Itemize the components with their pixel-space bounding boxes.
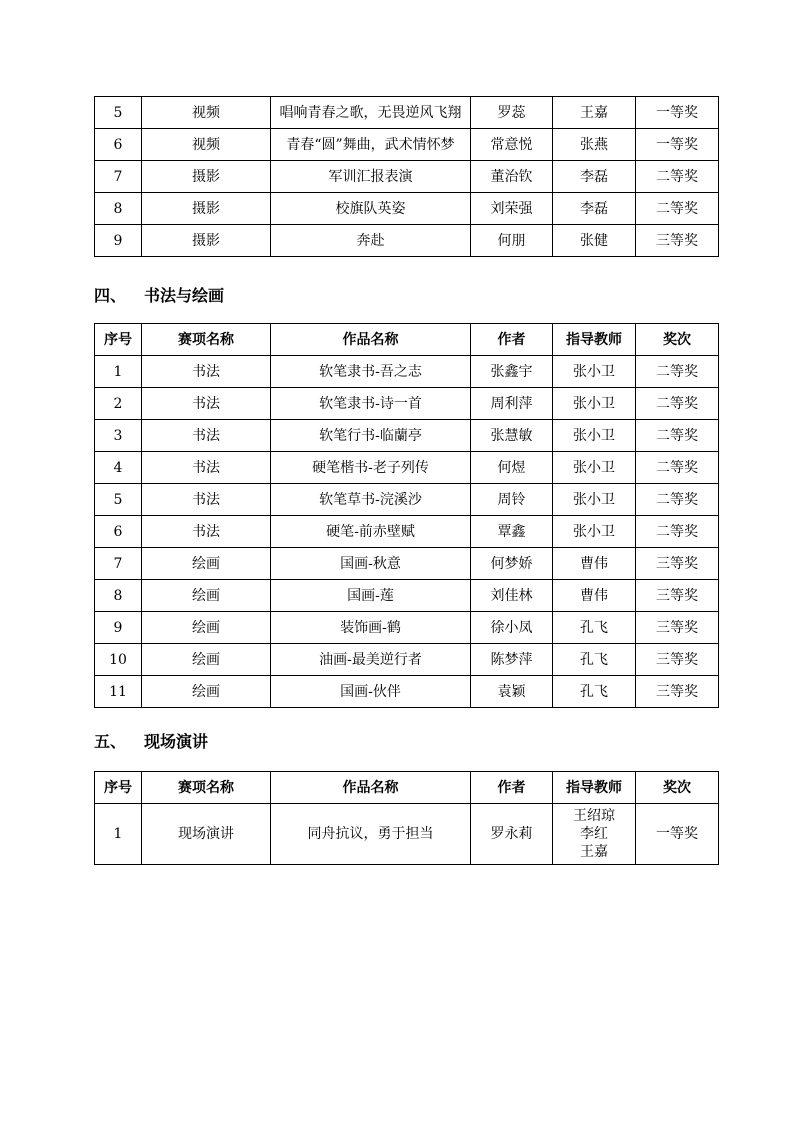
cell-title: 国画-莲 bbox=[271, 580, 471, 612]
header-category: 赛项名称 bbox=[142, 772, 271, 804]
cell-no: 5 bbox=[95, 97, 142, 129]
cell-teacher: 曹伟 bbox=[553, 580, 636, 612]
cell-title: 软笔行书-临蘭亭 bbox=[271, 420, 471, 452]
cell-category: 书法 bbox=[142, 388, 271, 420]
cell-category: 摄影 bbox=[142, 161, 271, 193]
header-category: 赛项名称 bbox=[142, 324, 271, 356]
table-row bbox=[95, 676, 719, 708]
cell-category: 视频 bbox=[142, 129, 271, 161]
cell-no: 3 bbox=[95, 420, 142, 452]
cell-title: 硬笔楷书-老子列传 bbox=[271, 452, 471, 484]
cell-teacher: 张小卫 bbox=[553, 484, 636, 516]
cell-award: 三等奖 bbox=[636, 548, 719, 580]
cell-teacher: 张小卫 bbox=[553, 420, 636, 452]
table-row bbox=[95, 612, 719, 644]
table-row bbox=[95, 161, 719, 193]
cell-author: 何朋 bbox=[471, 225, 553, 257]
cell-teacher: 张燕 bbox=[553, 129, 636, 161]
cell-no: 10 bbox=[95, 644, 142, 676]
cell-award: 二等奖 bbox=[636, 161, 719, 193]
cell-author: 常意悦 bbox=[471, 129, 553, 161]
cell-title: 同舟抗议，勇于担当 bbox=[271, 804, 471, 865]
cell-category: 绘画 bbox=[142, 612, 271, 644]
cell-title: 青春“圆”舞曲，武术情怀梦 bbox=[271, 129, 471, 161]
cell-author: 罗永莉 bbox=[471, 804, 553, 865]
table-row bbox=[95, 225, 719, 257]
header-award: 奖次 bbox=[636, 324, 719, 356]
cell-no: 5 bbox=[95, 484, 142, 516]
cell-award: 三等奖 bbox=[636, 580, 719, 612]
cell-award: 一等奖 bbox=[636, 804, 719, 865]
cell-title: 软笔隶书-吾之志 bbox=[271, 356, 471, 388]
header-teacher: 指导教师 bbox=[553, 324, 636, 356]
cell-author: 刘佳林 bbox=[471, 580, 553, 612]
cell-category: 绘画 bbox=[142, 644, 271, 676]
section-title: 现场演讲 bbox=[144, 732, 209, 751]
cell-award: 二等奖 bbox=[636, 356, 719, 388]
cell-no: 2 bbox=[95, 388, 142, 420]
table-row bbox=[95, 420, 719, 452]
cell-award: 三等奖 bbox=[636, 225, 719, 257]
section-heading-speech bbox=[94, 729, 208, 752]
header-no: 序号 bbox=[95, 324, 142, 356]
cell-award: 三等奖 bbox=[636, 676, 719, 708]
table-row bbox=[95, 452, 719, 484]
cell-author: 罗蕊 bbox=[471, 97, 553, 129]
table-header-row bbox=[95, 772, 719, 804]
cell-no: 11 bbox=[95, 676, 142, 708]
table-row bbox=[95, 356, 719, 388]
teacher-name: 王绍琼 bbox=[573, 808, 615, 824]
table-row bbox=[95, 644, 719, 676]
header-title: 作品名称 bbox=[271, 772, 471, 804]
cell-no: 9 bbox=[95, 225, 142, 257]
cell-no: 1 bbox=[95, 356, 142, 388]
header-title: 作品名称 bbox=[271, 324, 471, 356]
cell-award: 二等奖 bbox=[636, 388, 719, 420]
cell-no: 7 bbox=[95, 548, 142, 580]
cell-category: 书法 bbox=[142, 420, 271, 452]
section-heading-calligraphy-painting bbox=[94, 283, 224, 306]
cell-category: 绘画 bbox=[142, 548, 271, 580]
cell-category: 现场演讲 bbox=[142, 804, 271, 865]
header-award: 奖次 bbox=[636, 772, 719, 804]
cell-author: 周利萍 bbox=[471, 388, 553, 420]
section-number: 四、 bbox=[94, 286, 127, 305]
header-no: 序号 bbox=[95, 772, 142, 804]
cell-no: 6 bbox=[95, 129, 142, 161]
table-row bbox=[95, 580, 719, 612]
cell-title: 唱响青春之歌，无畏逆风飞翔 bbox=[271, 97, 471, 129]
cell-category: 摄影 bbox=[142, 225, 271, 257]
cell-no: 6 bbox=[95, 516, 142, 548]
cell-no: 4 bbox=[95, 452, 142, 484]
cell-category: 书法 bbox=[142, 516, 271, 548]
awards-table-calligraphy-painting bbox=[94, 323, 719, 708]
table-row bbox=[95, 484, 719, 516]
cell-no: 8 bbox=[95, 580, 142, 612]
header-teacher: 指导教师 bbox=[553, 772, 636, 804]
cell-award: 三等奖 bbox=[636, 612, 719, 644]
cell-author: 陈梦萍 bbox=[471, 644, 553, 676]
table-row bbox=[95, 516, 719, 548]
cell-award: 二等奖 bbox=[636, 452, 719, 484]
cell-category: 书法 bbox=[142, 484, 271, 516]
teacher-name: 王嘉 bbox=[580, 844, 608, 860]
cell-author: 徐小凤 bbox=[471, 612, 553, 644]
cell-category: 摄影 bbox=[142, 193, 271, 225]
cell-award: 二等奖 bbox=[636, 193, 719, 225]
table-row bbox=[95, 548, 719, 580]
cell-author: 覃鑫 bbox=[471, 516, 553, 548]
cell-category: 绘画 bbox=[142, 676, 271, 708]
header-author: 作者 bbox=[471, 772, 553, 804]
cell-author: 张鑫宇 bbox=[471, 356, 553, 388]
cell-title: 奔赴 bbox=[271, 225, 471, 257]
cell-award: 二等奖 bbox=[636, 484, 719, 516]
section-number: 五、 bbox=[94, 732, 127, 751]
table-row bbox=[95, 388, 719, 420]
cell-teacher: 李磊 bbox=[553, 161, 636, 193]
cell-no: 9 bbox=[95, 612, 142, 644]
cell-author: 何煜 bbox=[471, 452, 553, 484]
cell-teacher: 张健 bbox=[553, 225, 636, 257]
cell-teacher: 王嘉 bbox=[553, 97, 636, 129]
cell-author: 董治钦 bbox=[471, 161, 553, 193]
table-row bbox=[95, 193, 719, 225]
cell-no: 1 bbox=[95, 804, 142, 865]
cell-teachers bbox=[553, 804, 636, 865]
cell-author: 张慧敏 bbox=[471, 420, 553, 452]
cell-award: 三等奖 bbox=[636, 644, 719, 676]
cell-title: 国画-伙伴 bbox=[271, 676, 471, 708]
cell-author: 何梦娇 bbox=[471, 548, 553, 580]
cell-no: 7 bbox=[95, 161, 142, 193]
cell-no: 8 bbox=[95, 193, 142, 225]
header-author: 作者 bbox=[471, 324, 553, 356]
table-row bbox=[95, 804, 719, 865]
cell-teacher: 张小卫 bbox=[553, 356, 636, 388]
cell-title: 软笔隶书-诗一首 bbox=[271, 388, 471, 420]
cell-award: 一等奖 bbox=[636, 97, 719, 129]
cell-title: 军训汇报表演 bbox=[271, 161, 471, 193]
cell-category: 绘画 bbox=[142, 580, 271, 612]
cell-title: 软笔草书-浣溪沙 bbox=[271, 484, 471, 516]
cell-award: 二等奖 bbox=[636, 420, 719, 452]
cell-teacher: 张小卫 bbox=[553, 452, 636, 484]
cell-author: 袁颖 bbox=[471, 676, 553, 708]
table-row bbox=[95, 129, 719, 161]
cell-teacher: 孔飞 bbox=[553, 644, 636, 676]
cell-category: 书法 bbox=[142, 356, 271, 388]
awards-table-video-photo bbox=[94, 96, 719, 257]
cell-category: 视频 bbox=[142, 97, 271, 129]
teacher-name: 李红 bbox=[580, 826, 608, 842]
section-title: 书法与绘画 bbox=[144, 286, 225, 305]
cell-category: 书法 bbox=[142, 452, 271, 484]
cell-teacher: 张小卫 bbox=[553, 516, 636, 548]
table-row bbox=[95, 97, 719, 129]
cell-teacher: 曹伟 bbox=[553, 548, 636, 580]
cell-author: 刘荣强 bbox=[471, 193, 553, 225]
cell-title: 国画-秋意 bbox=[271, 548, 471, 580]
cell-award: 一等奖 bbox=[636, 129, 719, 161]
cell-teacher: 李磊 bbox=[553, 193, 636, 225]
cell-teacher: 孔飞 bbox=[553, 676, 636, 708]
cell-title: 油画-最美逆行者 bbox=[271, 644, 471, 676]
cell-title: 装饰画-鹤 bbox=[271, 612, 471, 644]
awards-table-speech bbox=[94, 771, 719, 865]
cell-author: 周铃 bbox=[471, 484, 553, 516]
cell-title: 校旗队英姿 bbox=[271, 193, 471, 225]
cell-title: 硬笔-前赤壁赋 bbox=[271, 516, 471, 548]
cell-teacher: 孔飞 bbox=[553, 612, 636, 644]
table-header-row bbox=[95, 324, 719, 356]
cell-award: 二等奖 bbox=[636, 516, 719, 548]
cell-teacher: 张小卫 bbox=[553, 388, 636, 420]
